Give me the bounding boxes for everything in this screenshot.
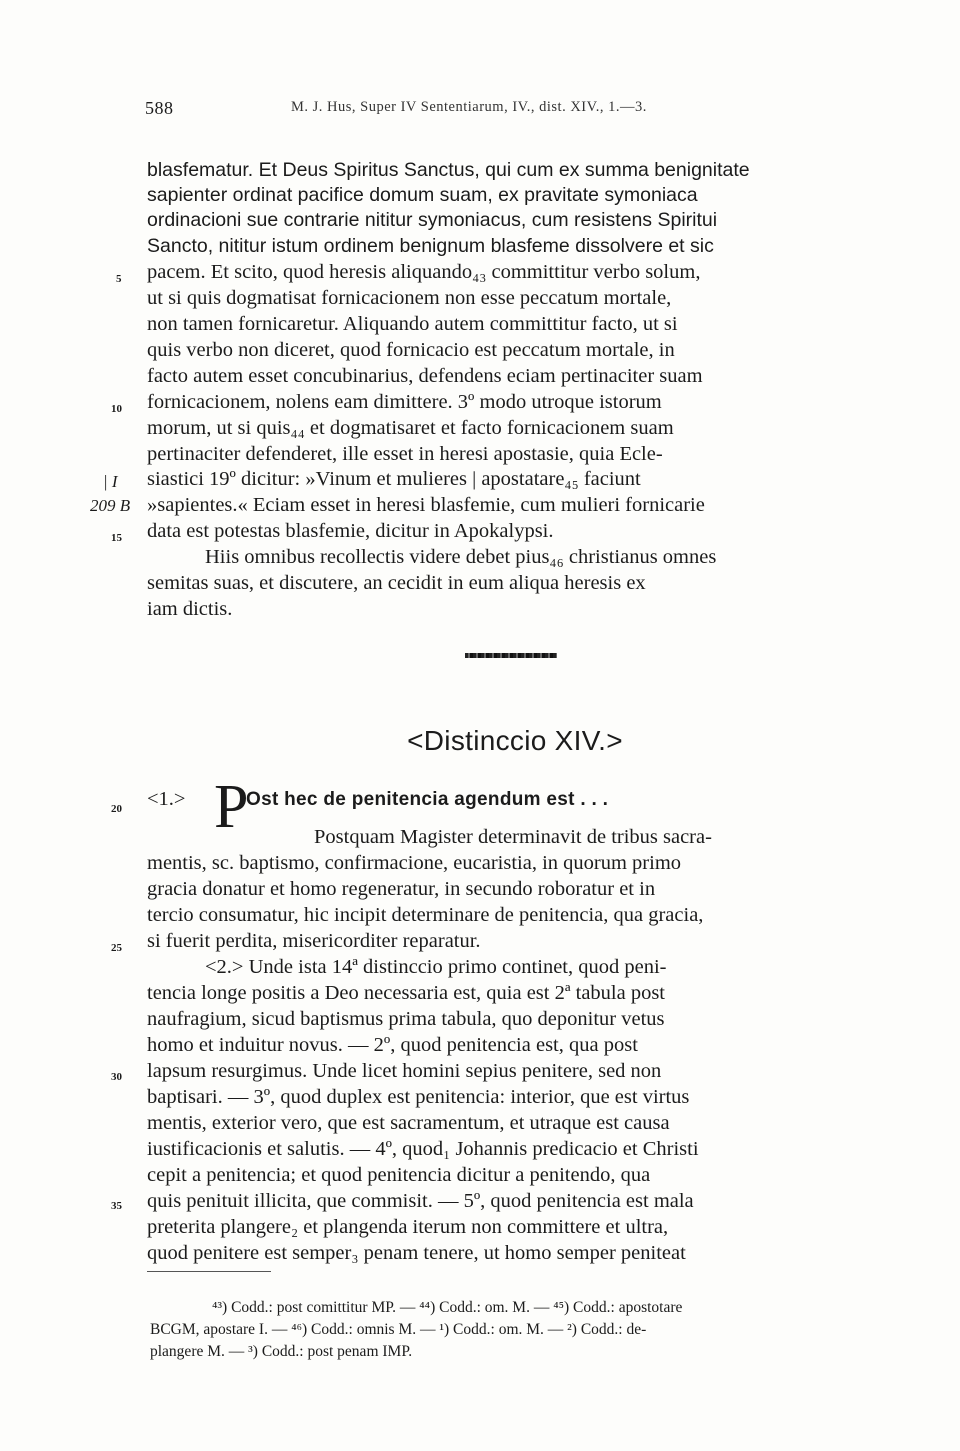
text-line: tencia longe positis a Deo necessaria est, quia est 2ª tabula post (147, 982, 666, 1004)
text-line: morum, ut si quis₄₄ et dogmatisaret et facto fornicacionem suam (147, 417, 674, 439)
text-line: ut si quis dogmatisat fornicacionem non esse peccatum mortale, (147, 287, 672, 309)
text-line: baptisari. — 3º, quod duplex est penitencia: interior, que est virtus (147, 1086, 690, 1108)
text-line: pertinaciter defenderet, ille esset in heresi apostasie, quia Ecle- (147, 443, 663, 465)
text-line: gracia donatur et homo regeneratur, in secundo roboratur et in (147, 878, 656, 900)
footnote-line: BCGM, apostare I. — ⁴⁶) Codd.: omnis M. — ¹) Codd.: om. M. — ²) Codd.: de- (150, 1321, 647, 1338)
text-line: sapienter ordinat pacifice domum suam, ex pravitate symoniaca (147, 184, 698, 206)
text-line: tercio consumatur, hic incipit determinare de penitencia, qua gracia, (147, 904, 704, 926)
drop-cap: P (214, 773, 249, 841)
footnote-line: plangere M. — ³) Codd.: post penam IMP. (150, 1343, 413, 1360)
text-line: <2.> Unde ista 14ª distinccio primo continet, quod peni- (205, 956, 667, 978)
page-header (0, 98, 960, 124)
ornament-divider (465, 653, 557, 658)
text-line: ordinacioni sue contrarie nititur symoniacus, cum resistens Spiritui (147, 209, 718, 231)
text-line: data est potestas blasfemie, dicitur in Apokalypsi. (147, 520, 554, 542)
text-line: blasfematur. Et Deus Spiritus Sanctus, qui cum ex summa benignitate (147, 159, 750, 181)
text-line: non tamen fornicaretur. Aliquando autem committitur facto, ut si (147, 313, 678, 335)
text-line: cepit a penitencia; et quod penitencia dicitur a penitendo, qua (147, 1164, 651, 1186)
running-head: M. J. Hus, Super IV Sententiarum, IV., dist. XIV., 1.—3. (291, 99, 647, 115)
text-line: quod penitere est semper₃ penam tenere, ut homo semper peniteat (147, 1242, 686, 1264)
text-line: quis penituit illicita, que commisit. — 5º, quod penitencia est mala (147, 1190, 694, 1212)
text-line: Sancto, nititur istum ordinem benignum blasfeme dissolvere et sic (147, 235, 714, 257)
text-line: quis verbo non diceret, quod fornicacio est peccatum mortale, in (147, 339, 675, 361)
text-line: Hiis omnibus recollectis videre debet pius₄₆ christianus omnes (205, 546, 717, 568)
page-number: 588 (145, 98, 174, 118)
footnote-rule (147, 1271, 271, 1272)
text-line: iam dictis. (147, 598, 233, 620)
text-line: fornicacionem, nolens eam dimittere. 3º modo utroque istorum (147, 391, 662, 413)
text-line: semitas suas, et discutere, an cecidit in eum aliqua heresis ex (147, 572, 646, 594)
line-number: 10 (111, 403, 122, 415)
line-number: 20 (111, 803, 122, 815)
line-number: 5 (116, 273, 122, 285)
text-line: preterita plangere₂ et plangenda iterum non committere et ultra, (147, 1216, 669, 1238)
text-line: siastici 19º dicitur: »Vinum et mulieres | apostatare₄₅ faciunt (147, 468, 641, 490)
text-line: lapsum resurgimus. Unde licet homini sepius penitere, sed non (147, 1060, 662, 1082)
chapter-title: <Distinccio XIV.> (407, 725, 623, 756)
line-number: 30 (111, 1071, 122, 1083)
line-number: 15 (111, 532, 122, 544)
margin-note: | I (103, 472, 118, 491)
text-line: facto autem esset concubinarius, defendens eciam pertinaciter suam (147, 365, 703, 387)
margin-note: 209 B (90, 496, 131, 515)
text-line: naufragium, sicud baptismus prima tabula, quo deponitur vetus (147, 1008, 665, 1030)
text-line: pacem. Et scito, quod heresis aliquando₄₃ committitur verbo solum, (147, 261, 701, 283)
text-line: iustificacionis et salutis. — 4º, quod₁ Johannis predicacio et Christi (147, 1138, 699, 1160)
text-line: Postquam Magister determinavit de tribus sacra- (314, 826, 712, 848)
text-line: mentis, exterior vero, que est sacramentum, et utraque est causa (147, 1112, 670, 1134)
text-line: homo et induitur novus. — 2º, quod penitencia est, qua post (147, 1034, 638, 1056)
line-number: 35 (111, 1200, 122, 1212)
footnote-line: ⁴³) Codd.: post comittitur MP. — ⁴⁴) Codd.: om. M. — ⁴⁵) Codd.: apostotare (212, 1299, 683, 1316)
lemma: Ost hec de penitencia agendum est . . . (246, 789, 609, 810)
text-line: »sapientes.« Eciam esset in heresi blasfemie, cum mulieri fornicarie (147, 494, 705, 516)
section-label: <1.> (147, 788, 186, 810)
text-line: si fuerit perdita, misericorditer reparatur. (147, 930, 481, 952)
line-number: 25 (111, 942, 122, 954)
text-line: mentis, sc. baptismo, confirmacione, eucaristia, in quorum primo (147, 852, 682, 874)
